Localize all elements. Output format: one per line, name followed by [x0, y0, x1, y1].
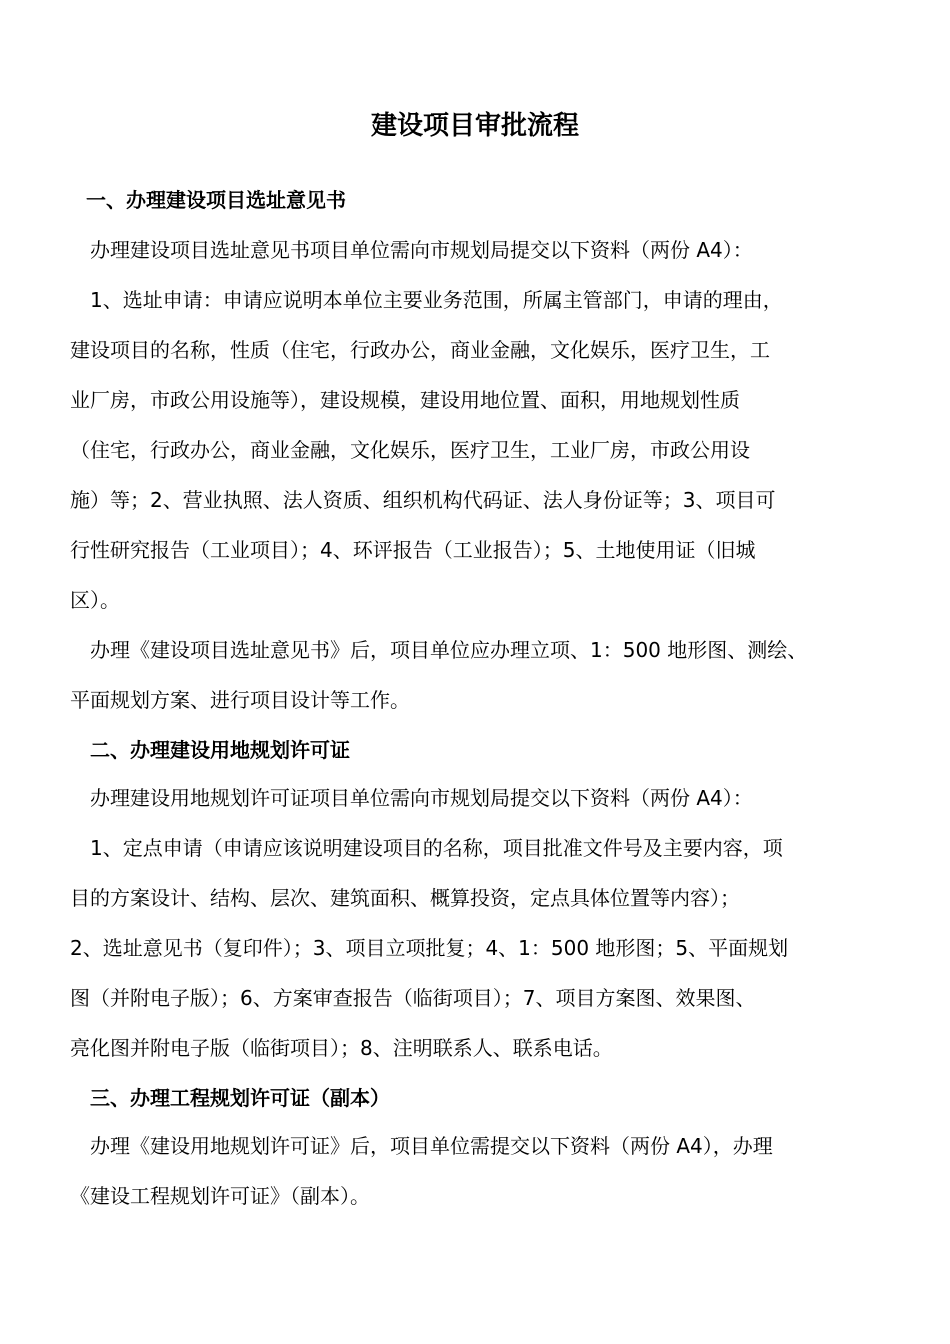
- document-title: 建设项目审批流程: [370, 111, 579, 141]
- paragraph-line: 办理建设用地规划许可证项目单位需向市规划局提交以下资料（两份 A4）：: [90, 786, 753, 810]
- paragraph-line: 业厂房，市政公用设施等），建设规模，建设用地位置、面积，用地规划性质: [70, 388, 740, 412]
- paragraph-line: 平面规划方案、进行项目设计等工作。: [70, 688, 410, 712]
- paragraph-line: 1、选址申请：申请应说明本单位主要业务范围，所属主管部门，申请的理由，: [90, 288, 783, 312]
- paragraph-line: （住宅，行政办公，商业金融，文化娱乐，医疗卫生，工业厂房，市政公用设: [70, 438, 750, 462]
- paragraph-line: 办理建设项目选址意见书项目单位需向市规划局提交以下资料（两份 A4）：: [90, 238, 753, 262]
- paragraph-line: 建设项目的名称，性质（住宅，行政办公，商业金融，文化娱乐，医疗卫生，工: [70, 338, 770, 362]
- section-heading-1: 一、办理建设项目选址意见书: [86, 188, 346, 212]
- paragraph-line: 图（并附电子版）；6、方案审查报告（临街项目）；7、项目方案图、效果图、: [70, 986, 756, 1010]
- paragraph-line: 施）等；2、营业执照、法人资质、组织机构代码证、法人身份证等；3、项目可: [70, 488, 776, 512]
- paragraph-line: 《建设工程规划许可证》（副本）。: [70, 1184, 370, 1208]
- section-heading-3: 三、办理工程规划许可证（副本）: [90, 1086, 390, 1110]
- paragraph-line: 办理《建设项目选址意见书》后，项目单位应办理立项、1：500 地形图、测绘、: [90, 638, 808, 662]
- section-heading-2: 二、办理建设用地规划许可证: [90, 738, 350, 762]
- paragraph-line: 区）。: [70, 588, 120, 612]
- paragraph-line: 2、选址意见书（复印件）；3、项目立项批复；4、1：500 地形图；5、平面规划: [70, 936, 789, 960]
- paragraph-line: 目的方案设计、结构、层次、建筑面积、概算投资，定点具体位置等内容）；: [70, 886, 740, 910]
- paragraph-line: 办理《建设用地规划许可证》后，项目单位需提交以下资料（两份 A4），办理: [90, 1134, 773, 1158]
- paragraph-line: 亮化图并附电子版（临街项目）；8、注明联系人、联系电话。: [70, 1036, 613, 1060]
- paragraph-line: 1、定点申请（申请应该说明建设项目的名称，项目批准文件号及主要内容，项: [90, 836, 783, 860]
- paragraph-line: 行性研究报告（工业项目）；4、环评报告（工业报告）；5、土地使用证（旧城: [70, 538, 756, 562]
